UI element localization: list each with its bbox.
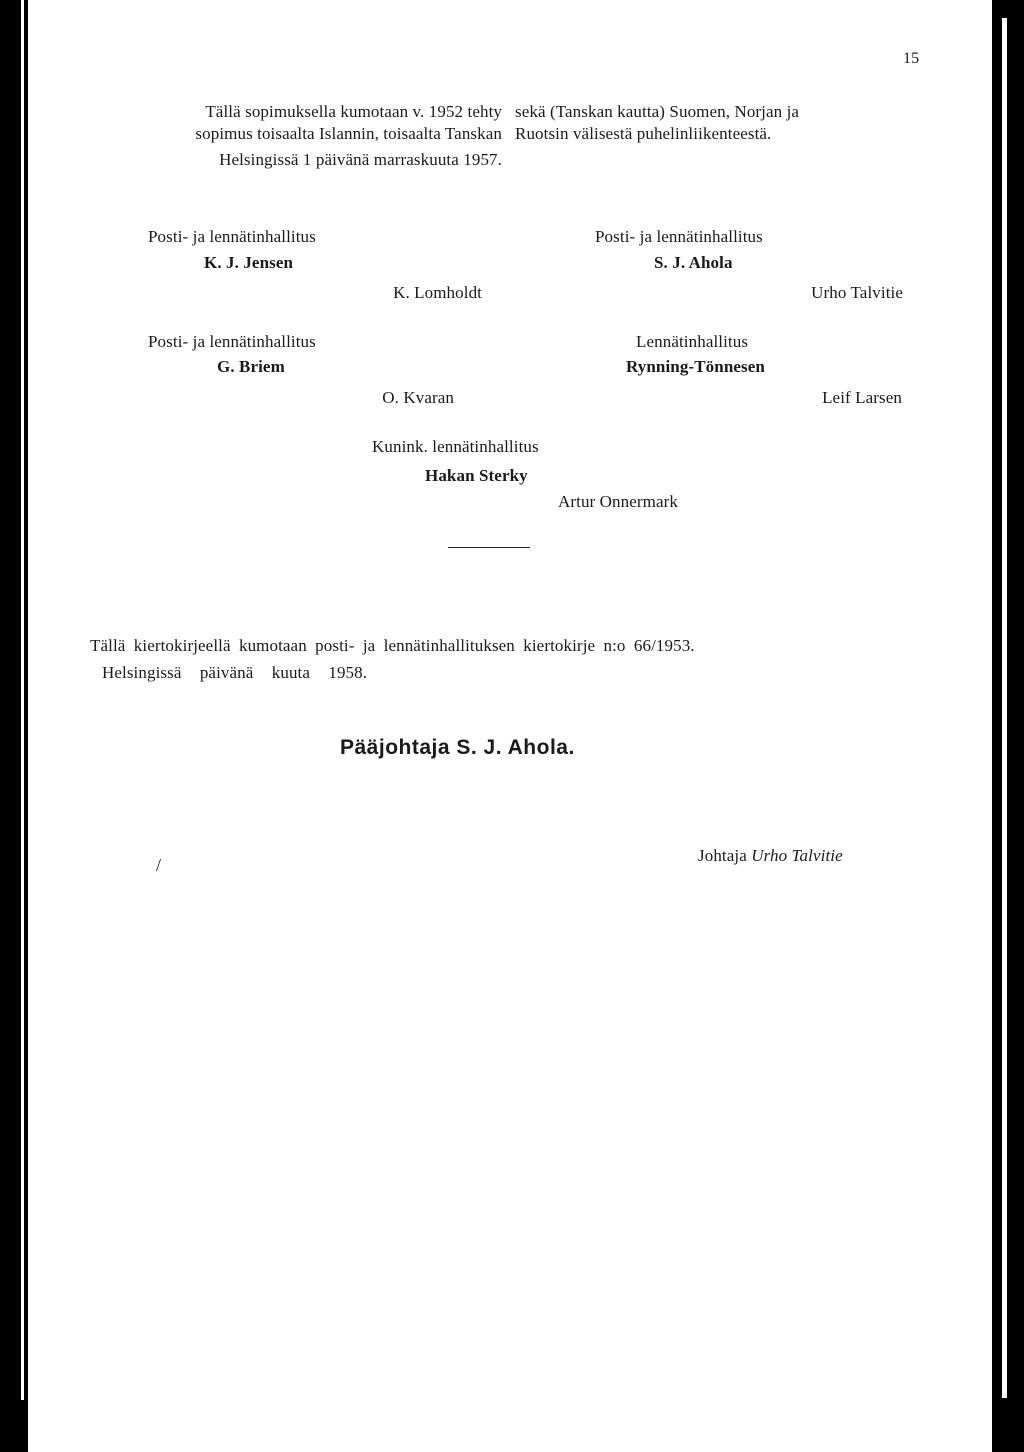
signatory-norway-authority: Lennätinhallitus — [636, 332, 749, 351]
director-general-signature: Pääjohtaja S. J. Ahola. — [340, 736, 575, 759]
director-name: Urho Talvitie — [751, 846, 843, 865]
signatory-norway-name1: Rynning-Tönnesen — [626, 357, 765, 376]
signatory-iceland-authority: Posti- ja lennätinhallitus — [148, 332, 316, 351]
signatory-norway-name2: Leif Larsen — [822, 388, 902, 407]
circular-line-2: Helsingissä päivänä kuuta 1958. — [102, 663, 368, 682]
section-divider — [448, 547, 530, 548]
document-page — [28, 0, 992, 1452]
agreement-right-line-1: sekä (Tanskan kautta) Suomen, Norjan ja — [515, 102, 800, 121]
signatory-denmark-name2: K. Lomholdt — [393, 283, 482, 302]
agreement-left-line-3: Helsingissä 1 päivänä marraskuuta 1957. — [219, 150, 502, 169]
circular-line-1: Tällä kiertokirjeellä kumotaan posti- ja lennätinhallituksen kiertokirje n:o 66/1953. — [90, 636, 695, 655]
signatory-sweden-authority: Kunink. lennätinhallitus — [372, 437, 539, 456]
signatory-finland-name2: Urho Talvitie — [811, 283, 903, 302]
page-number: 15 — [903, 50, 920, 67]
signatory-sweden-name2: Artur Onnermark — [558, 492, 678, 511]
agreement-left-line-2: sopimus toisaalta Islannin, toisaalta Tanskan — [195, 124, 502, 143]
signatory-finland-name1: S. J. Ahola — [654, 253, 733, 272]
agreement-left-line-1: Tällä sopimuksella kumotaan v. 1952 tehty — [205, 102, 502, 121]
scan-edge-left — [21, 0, 24, 1400]
scan-edge-right — [1002, 18, 1007, 1398]
signatory-iceland-name2: O. Kvaran — [382, 388, 454, 407]
signatory-finland-authority: Posti- ja lennätinhallitus — [595, 227, 763, 246]
signatory-denmark-name1: K. J. Jensen — [204, 253, 294, 272]
director-signature-line — [698, 846, 843, 866]
agreement-right-line-2: Ruotsin välisestä puhelinliikenteestä. — [515, 124, 772, 143]
signatory-sweden-name1: Hakan Sterky — [425, 466, 528, 485]
director-title: Johtaja — [698, 846, 747, 865]
signatory-denmark-authority: Posti- ja lennätinhallitus — [148, 227, 316, 246]
slash-mark: / — [156, 855, 162, 875]
signatory-iceland-name1: G. Briem — [217, 357, 285, 376]
